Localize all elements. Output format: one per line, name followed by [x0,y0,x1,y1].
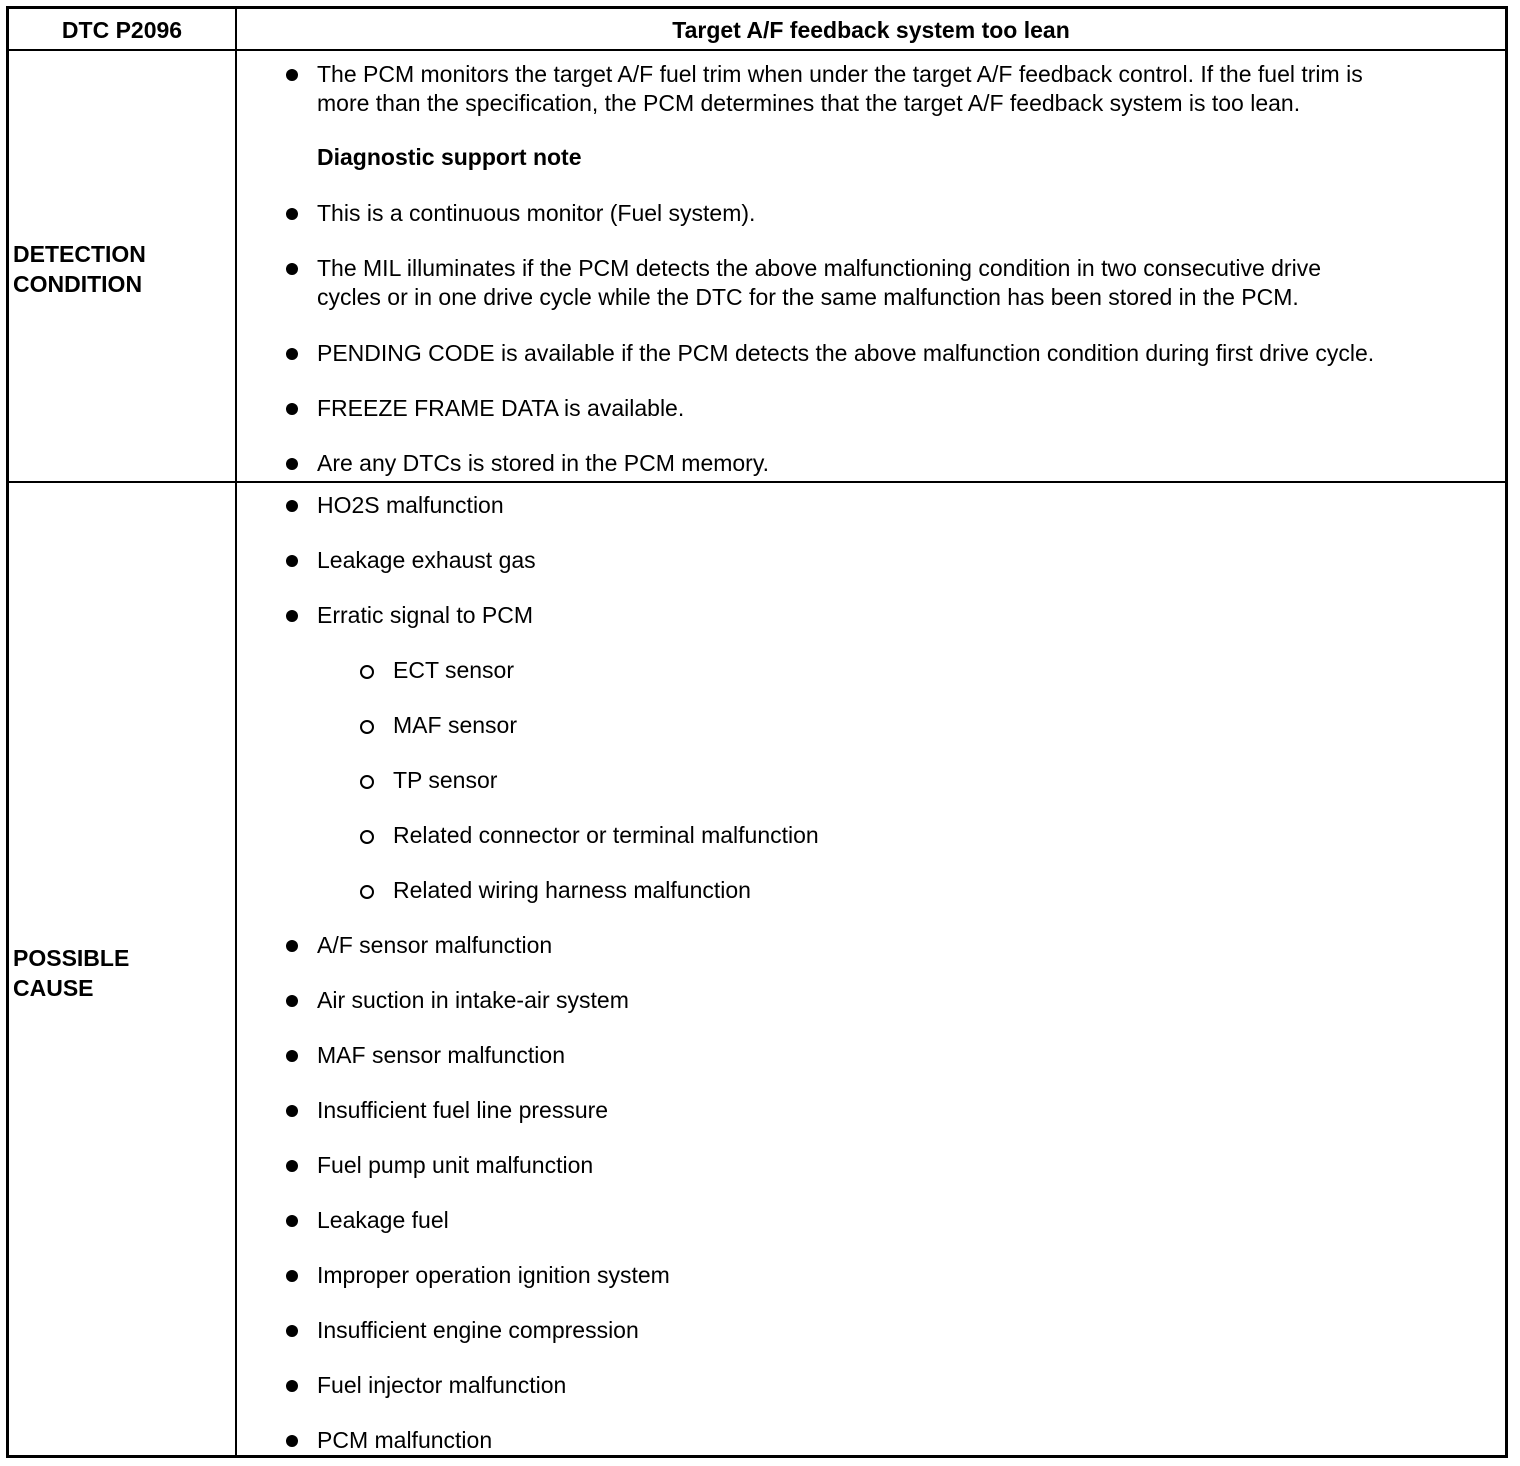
bullet-icon [286,69,298,81]
possible-cause-label [13,943,233,1003]
hollow-bullet-icon [360,720,374,734]
bullet-icon [286,1270,298,1282]
bullet-icon [286,940,298,952]
column-divider [235,9,237,1455]
bullet-icon [286,1160,298,1172]
bullet-icon [286,263,298,275]
row-divider [9,481,1505,483]
dtc-title-header: Target A/F feedback system too lean [672,17,1070,43]
possible-label-line1: POSSIBLE [13,945,130,971]
detection-label-line1: DETECTION [13,241,146,267]
bullet-icon [286,610,298,622]
possible-label-line2: CAUSE [13,975,94,1001]
dtc-table: DTC P2096 Target A/F feedback system too lean DETECTION CONDITION The PCM monitors the target A/F fuel trim when under the target A/F feedback control. If the fuel trim is more than the specification, the PCM determines that the target A/F feedback system is too lean. Diagnostic support note This is a continuous monitor (Fuel system). The MIL illuminates if the PCM detects the above malfunctioning condition in two consecutive drive cycles or in one drive cycle while the DTC for the same malfunction has been stored in the PCM. PENDING CODE is available if the PCM detects the above malfunction condition during first drive cycle. FREEZE FRAME DATA is available. Are any DTCs is stored in the PCM memory. POSSIBLE CAUSE HO2S malfunction Leakage exhaust gas Erratic signal to PCM ECT sensor MAF sensor TP sensor Related connector or terminal malfunction Related wiring harness malfunction A/F sensor malfunction Air suction in intake-air system MAF sensor malfunction Insufficient fuel line pressure Fuel pump unit malfunction Leakage fuel Improper operation ignition system Insufficient engine compression Fuel injector malfunction PCM malfunction [6,6,1508,1458]
dtc-code-header: DTC P2096 [61,17,183,43]
diagnostic-support-note: Diagnostic support note [317,144,582,170]
bullet-icon [286,1215,298,1227]
hollow-bullet-icon [360,830,374,844]
detection-condition-label [13,239,233,299]
hollow-bullet-icon [360,665,374,679]
bullet-icon [286,1325,298,1337]
hollow-bullet-icon [360,775,374,789]
bullet-icon [286,1050,298,1062]
bullet-icon [286,458,298,470]
bullet-icon [286,995,298,1007]
bullet-icon [286,555,298,567]
hollow-bullet-icon [360,885,374,899]
detection-label-line2: CONDITION [13,271,143,297]
detection-intro-line2: more than the specification, the PCM determines that the target A/F feedback system is too lean. [317,90,1301,116]
bullet-icon [286,348,298,360]
bullet-icon [286,403,298,415]
bullet-icon [286,500,298,512]
bullet-icon [286,1435,298,1447]
bullet-icon [286,1105,298,1117]
bullet-icon [286,208,298,220]
detection-intro-line1: The PCM monitors the target A/F fuel trim when under the target A/F feedback control. If the fuel trim is [317,61,1363,87]
bullet-icon [286,1380,298,1392]
